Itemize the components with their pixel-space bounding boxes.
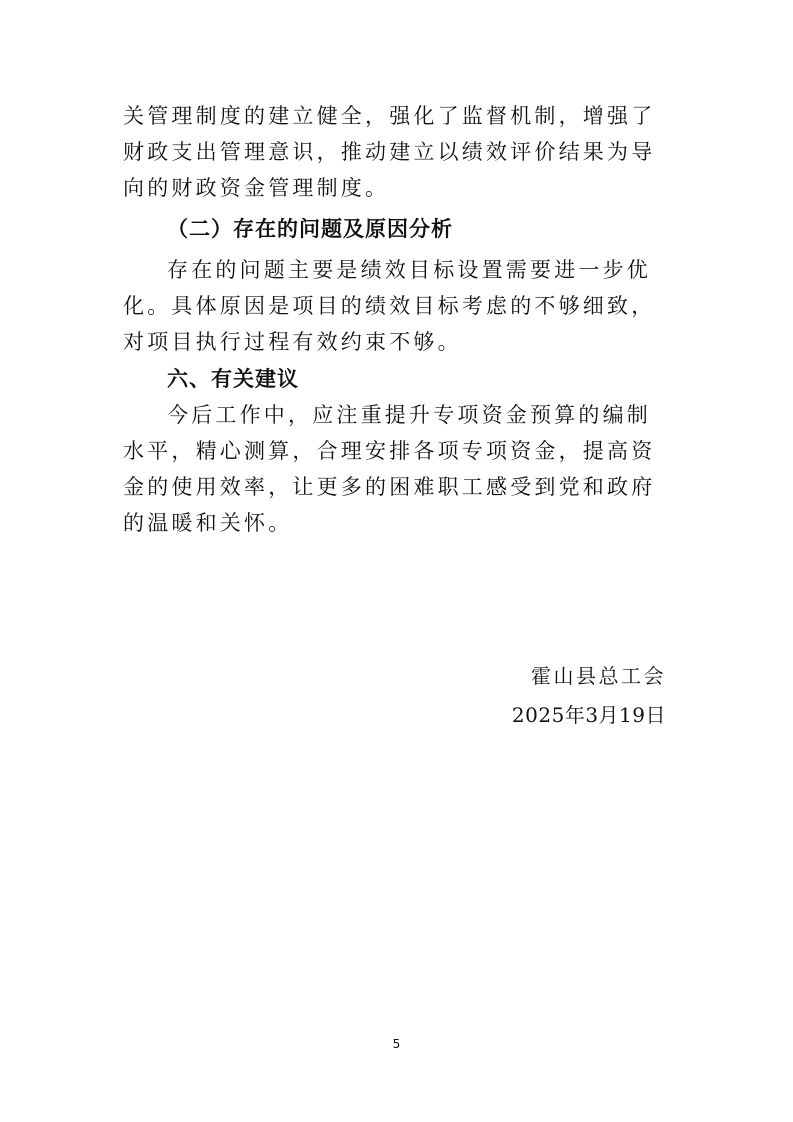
heading-suggestions: 六、有关建议 [167, 367, 299, 391]
signature-date: 2025年3月19日 [511, 703, 666, 727]
heading-problems-and-causes: （二）存在的问题及原因分析 [167, 217, 453, 241]
paragraph-suggestions: 今后工作中，应注重提升专项资金预算的编制水平，精心测算，合理安排各项专项资金，提高资金的使用效率，让更多的困难职工感受到党和政府的温暖和关怀。 [123, 403, 656, 535]
paragraph-problems: 存在的问题主要是绩效目标设置需要进一步优化。具体原因是项目的绩效目标考虑的不够细致，对项目执行过程有效约束不够。 [123, 258, 656, 354]
paragraph-management-system: 关管理制度的建立健全，强化了监督机制，增强了财政支出管理意识，推动建立以绩效评价结果为导向的财政资金管理制度。 [123, 104, 656, 200]
signature-organization: 霍山县总工会 [531, 664, 666, 688]
page-number: 5 [392, 1037, 401, 1051]
